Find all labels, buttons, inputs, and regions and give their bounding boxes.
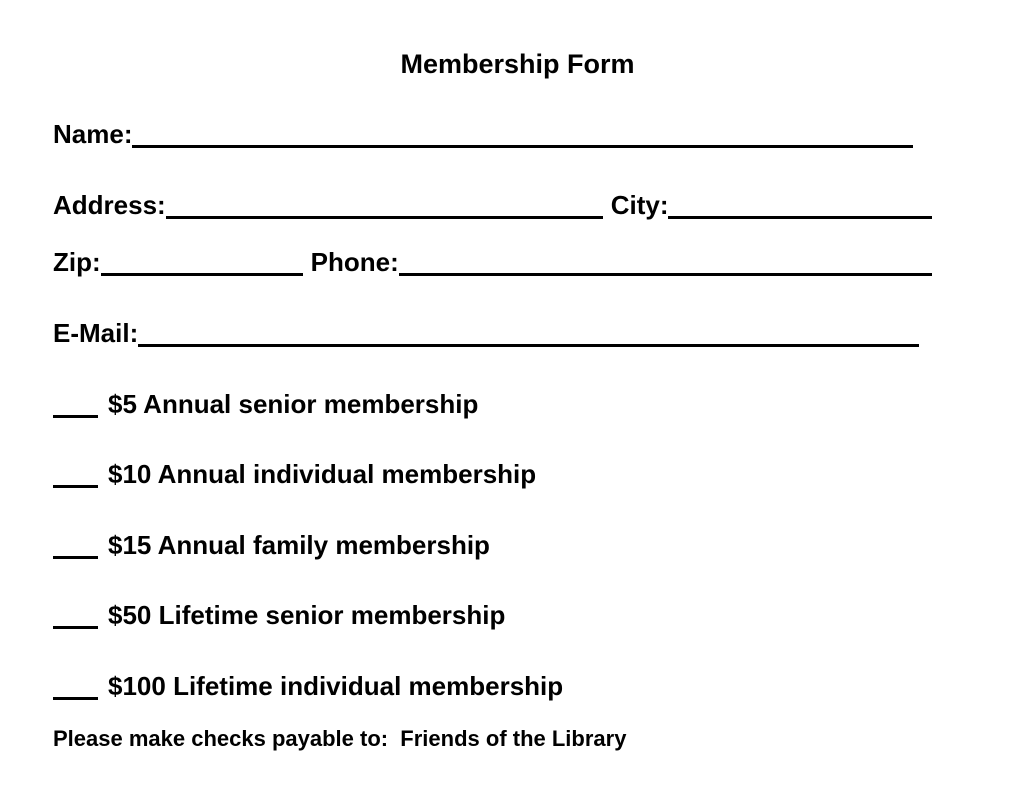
city-label: City: [610, 190, 669, 220]
address-label: Address: [53, 190, 166, 220]
option-label: $50 Lifetime senior membership [108, 600, 506, 630]
option-checkbox-blank[interactable] [53, 600, 98, 629]
membership-option [53, 668, 563, 702]
membership-option [53, 386, 478, 420]
option-checkbox-blank[interactable] [53, 530, 98, 559]
form-title: Membership Form [400, 49, 635, 79]
name-label: Name: [53, 119, 133, 149]
email-field[interactable] [138, 318, 919, 347]
zip-phone-row [53, 244, 932, 278]
name-row [53, 116, 913, 150]
zip-field[interactable] [101, 247, 303, 276]
option-label: $15 Annual family membership [108, 530, 490, 560]
address-city-row [53, 187, 932, 221]
option-label: $5 Annual senior membership [108, 389, 479, 419]
option-checkbox-blank[interactable] [53, 389, 98, 418]
name-field[interactable] [132, 119, 913, 148]
city-field[interactable] [668, 190, 932, 219]
email-label: E-Mail: [53, 318, 139, 348]
phone-label: Phone: [310, 247, 399, 277]
option-checkbox-blank[interactable] [53, 671, 98, 700]
phone-field[interactable] [399, 247, 932, 276]
option-label: $100 Lifetime individual membership [108, 671, 564, 701]
membership-option [53, 456, 536, 490]
option-checkbox-blank[interactable] [53, 459, 98, 488]
payment-instructions: Please make checks payable to: Friends of the Library [53, 726, 627, 751]
address-field[interactable] [166, 190, 603, 219]
membership-option [53, 597, 505, 631]
zip-label: Zip: [53, 247, 101, 277]
membership-option [53, 527, 490, 561]
email-row [53, 315, 919, 349]
option-label: $10 Annual individual membership [108, 459, 537, 489]
